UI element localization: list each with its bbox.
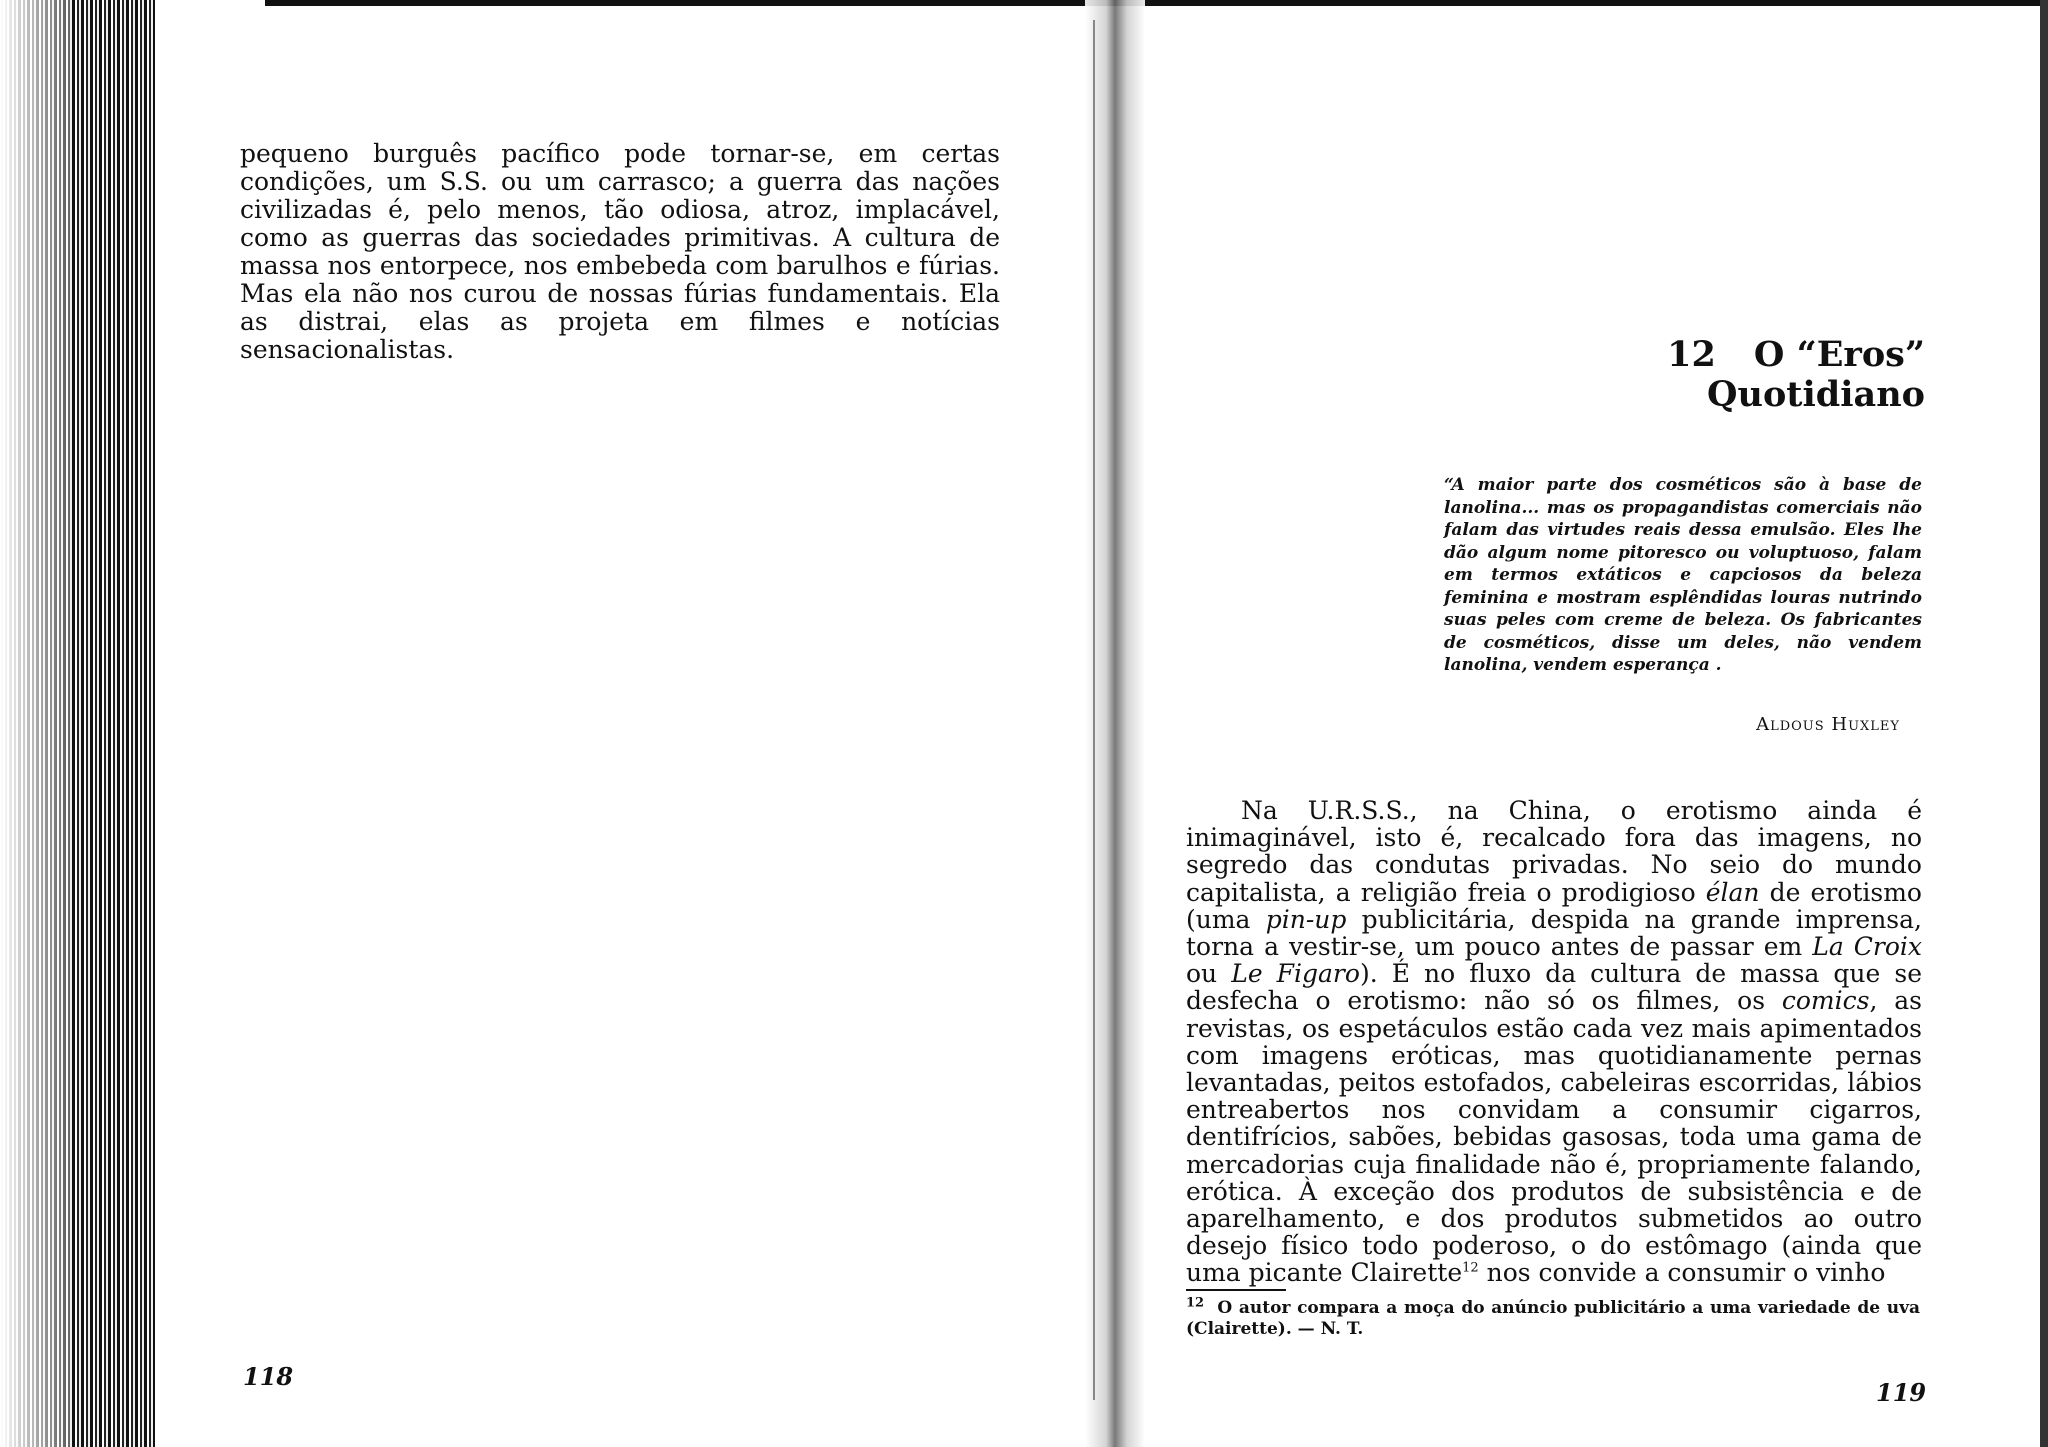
left-page-paragraph: pequeno burguês pacífico pode tornar-se, em certas condições, um S.S. ou um carrasco; a guerra das nações civilizadas é, pelo menos, tão odiosa, atroz, implacável, como as guerras das sociedades primitivas. A cultura de massa nos entorpece, nos embebeda com barulhos e fúrias. Mas ela não nos curou de nossas fúrias fundamentais. Ela as distrai, elas as projeta em filmes e notícias sensacionalistas. [240,139,1000,364]
footnote-marker: 12 [1186,1295,1205,1311]
epigraph: “A maior parte dos cosméticos são à base de lanolina... mas os propagandistas comerciais não falam das virtudes reais dessa emulsão. Eles lhe dão algum nome pitoresco ou voluptuoso, falam em termos extáticos e capciosos da beleza feminina e mostram esplêndidas louras nutrindo suas peles com creme de beleza. Os fabricantes de cosméticos, disse um deles, não vendem lanolina, vendem esperança . [1444,475,1922,675]
chapter-body [1186,797,1922,1287]
footnote-divider [1186,1289,1286,1291]
body-text-run: , as revistas, os espetáculos estão cada vez mais apimentados com imagens eróticas, mas quotidianamente pernas levantadas, peitos estofados, cabeleiras escorridas, lábios entreabertos nos convidam a consumir cigarros, dentifrícios, sabões, bebidas gasosas, toda uma gama de mercadorias cuja finalidade não é, propriamente falando, erótica. À exceção dos produtos de subsistência e de aparelhamento, e dos produtos submetidos ao outro desejo físico todo poderoso, o do estômago (ainda que uma picante Clairette [1186,986,1922,1288]
scan-top-border [265,0,2048,6]
body-text-run: publicitária, despida na grande imprensa, torna a vestir-se, um pouco antes de passar em [1186,904,1922,962]
body-text-run: Na U.R.S.S., na China, o erotismo ainda é inimaginável, isto é, recalcado fora das imagens, no segredo das condutas privadas. No seio do mundo capitalista, a religião freia o prodigioso [1186,796,1922,907]
italic-term: comics [1781,986,1870,1016]
chapter-title-line2: Quotidiano [1707,374,1925,415]
body-text-run: ). É no fluxo da cultura de massa que se desfecha o erotismo: não só os filmes, os [1186,959,1922,1016]
chapter-number: 12 [1667,334,1716,375]
footnote-text: O autor compara a moça do anúncio publicitário a uma variedade de uva (Clairette). — N. T. [1186,1298,1920,1339]
body-text-run: nos convide a consumir o vinho [1478,1258,1886,1288]
italic-term: élan [1705,877,1760,907]
page-number-left: 118 [243,1362,294,1391]
footnote [1186,1295,1920,1340]
body-text-run: de erotismo (uma [1186,877,1922,934]
book-edge-right [2040,0,2048,1447]
italic-term: pin-up [1265,904,1347,934]
italic-term: La Croix [1812,932,1922,962]
chapter-heading [1560,335,1925,415]
left-page [240,140,1000,364]
italic-term: Le Figaro [1231,959,1360,989]
gutter-line [1093,20,1095,1400]
scan-fade-left [0,0,70,1447]
page-number-right: 119 [1876,1378,1927,1407]
chapter-paragraph [1186,797,1922,1287]
chapter-title-line1: O “Eros” [1753,334,1925,375]
body-text-run: ou [1186,959,1232,989]
footnote-reference[interactable]: 12 [1462,1261,1479,1277]
epigraph-author: Aldous Huxley [1756,714,1900,735]
